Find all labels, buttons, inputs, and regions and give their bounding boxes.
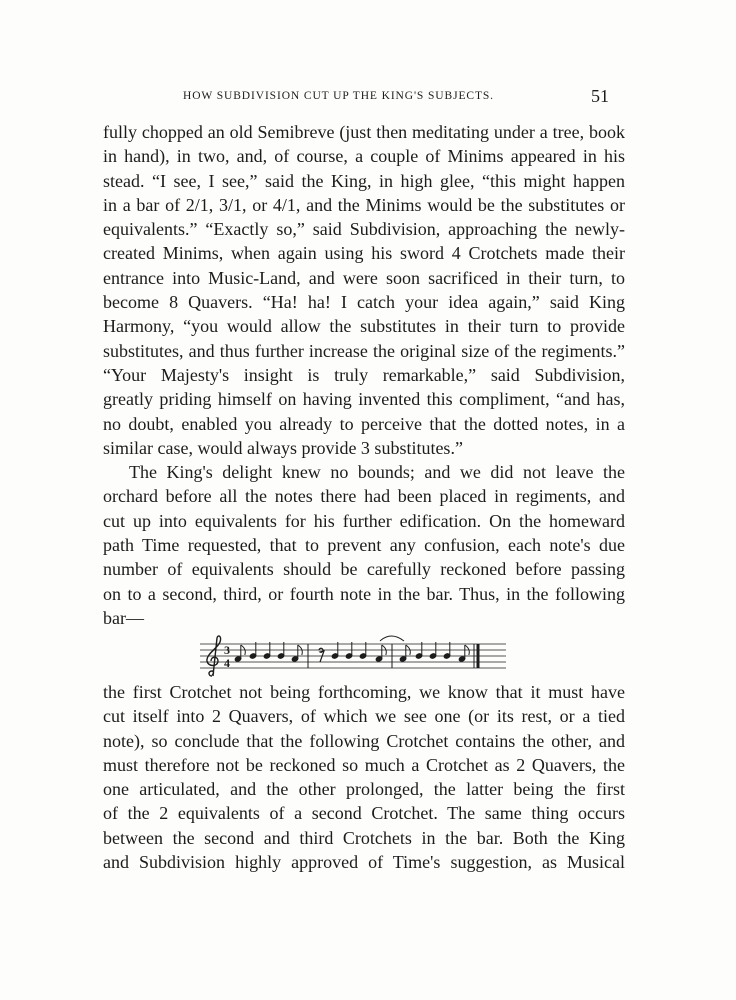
time-signature-bottom: 4 — [224, 656, 230, 670]
running-header — [0, 88, 736, 110]
text-line: one articulated, and the other prolonged, the latter being the first — [103, 779, 625, 800]
text-line: note), so conclude that the following Crotchet contains the other, and — [103, 730, 625, 751]
running-head-title: HOW SUBDIVISION CUT UP THE KING'S SUBJECTS. — [183, 90, 494, 102]
text-line: and Subdivision highly approved of Time's suggestion, as Musical — [103, 852, 625, 873]
text-line: fully chopped an old Semibreve (just then meditating under a tree, book — [103, 122, 625, 142]
body-text-top — [103, 120, 625, 630]
text-line: in a bar of 2/1, 3/1, or 4/1, and the Minims would be the substitutes or — [103, 194, 625, 215]
text-line: substitutes, and thus further increase the original size of the regiments.” — [103, 340, 625, 361]
text-line: entrance into Music-Land, and were soon sacrificed in their turn, to — [103, 267, 625, 288]
body-text-bottom — [103, 680, 625, 874]
text-line: equivalents.” “Exactly so,” said Subdivision, approaching the newly- — [103, 219, 625, 240]
text-line: Harmony, “you would allow the substitutes in their turn to provide — [103, 316, 625, 337]
text-line: the first Crotchet not being forthcoming, we know that it must have — [103, 682, 625, 702]
text-line: path Time requested, that to prevent any confusion, each note's due — [103, 535, 625, 556]
text-line: cut up into equivalents for his further edification. On the homeward — [103, 510, 625, 531]
text-line: number of equivalents should be carefully reckoned before passing — [103, 559, 625, 580]
tie — [380, 636, 404, 641]
text-line: no doubt, enabled you already to perceive that the dotted notes, in a — [103, 413, 625, 434]
text-line: stead. “I see, I see,” said the King, in high glee, “this might happen — [103, 170, 625, 191]
text-line: of the 2 equivalents of a second Crotchet. The same thing occurs — [103, 803, 625, 824]
paragraph-1 — [103, 120, 625, 460]
paragraph-3 — [103, 680, 625, 874]
page-number: 51 — [591, 86, 609, 106]
text-line: cut itself into 2 Quavers, of which we see one (or its rest, or a tied — [103, 706, 625, 727]
paragraph-2 — [103, 460, 625, 630]
text-line: orchard before all the notes there had been placed in regiments, and — [103, 486, 625, 507]
music-notation-example — [198, 632, 510, 680]
text-line: “Your Majesty's insight is truly remarkable,” said Subdivision, — [103, 364, 625, 385]
text-line: in hand), in two, and, of course, a couple of Minims appeared in his — [103, 146, 625, 167]
text-line: become 8 Quavers. “Ha! ha! I catch your idea again,” said King — [103, 292, 625, 313]
time-signature-top: 3 — [224, 643, 230, 657]
text-line: The King's delight knew no bounds; and we did not leave the — [129, 462, 625, 483]
text-line: between the second and third Crotchets in the bar. Both the King — [103, 827, 625, 848]
text-line: must therefore not be reckoned so much a Crotchet as 2 Quavers, the — [103, 754, 625, 775]
text-line: greatly priding himself on having invented this compliment, “and has, — [103, 389, 625, 410]
text-line: on to a second, third, or fourth note in the bar. Thus, in the following — [103, 583, 625, 604]
text-line: created Minims, when again using his sword 4 Crotchets made their — [103, 243, 625, 264]
text-line: similar case, would always provide 3 substitutes.” — [103, 437, 463, 458]
text-line: bar— — [103, 607, 144, 628]
